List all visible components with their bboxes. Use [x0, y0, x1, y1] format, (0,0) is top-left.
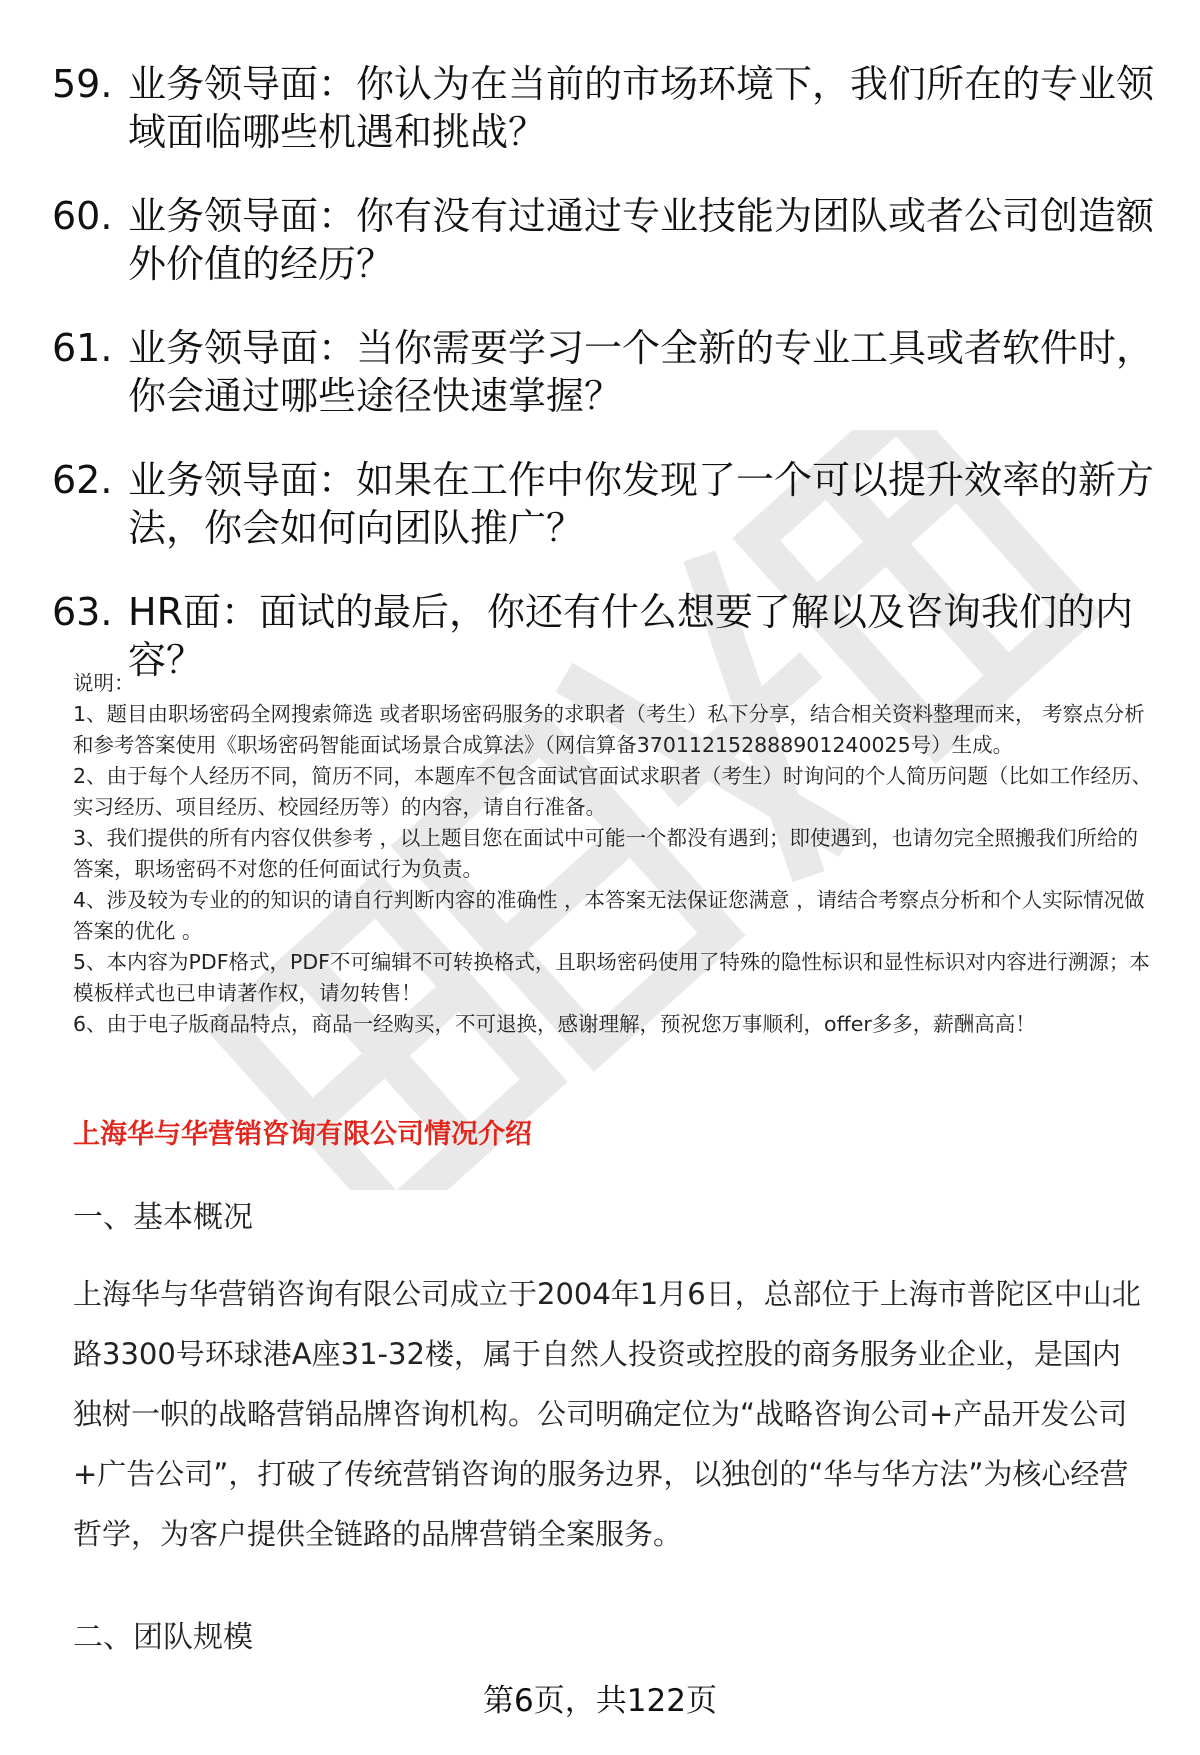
company-intro-title: 上海华与华营销咨询有限公司情况介绍	[73, 1119, 532, 1150]
question-number: 59.	[52, 62, 113, 106]
question-item	[52, 60, 1162, 156]
company-overview-paragraph: 上海华与华营销咨询有限公司成立于2004年1月6日，总部位于上海市普陀区中山北路3300号环球港A座31-32楼，属于自然人投资或控股的商务服务业企业，是国内独树一帜的战略营销品牌咨询机构。公司明确定位为“战略咨询公司+产品开发公司+广告公司”，打破了传统营销咨询的服务边界，以独创的“华与华方法”为核心经营哲学，为客户提供全链路的品牌营销全案服务。	[73, 1277, 1141, 1551]
note-item: 1、题目由职场密码全网搜索筛选 或者职场密码服务的求职者（考生）私下分享，结合相关资料整理而来， 考察点分析和参考答案使用《职场密码智能面试场景合成算法》（网信算备370112152888901240025号）生成。	[73, 702, 1145, 757]
note-item: 3、我们提供的所有内容仅供参考 ，以上题目您在面试中可能一个都没有遇到；即使遇到，也请勿完全照搬我们所给的答案，职场密码不对您的任何面试行为负责。	[73, 826, 1139, 881]
note-item: 6、由于电子版商品特点，商品一经购买，不可退换，感谢理解，预祝您万事顺利，offer多多，薪酬高高！	[73, 1012, 1036, 1036]
question-number: 60.	[52, 194, 113, 238]
question-text: 业务领导面：如果在工作中你发现了一个可以提升效率的新方法，你会如何向团队推广？	[128, 458, 1155, 550]
question-item	[52, 192, 1162, 288]
question-number: 62.	[52, 458, 113, 502]
section-heading-team: 二、团队规模	[73, 1620, 253, 1655]
disclaimer-notes	[73, 668, 1158, 1040]
question-number: 63.	[52, 590, 113, 634]
page-footer: 第6页，共122页	[483, 1683, 717, 1719]
notes-heading: 说明：	[73, 671, 135, 695]
note-item: 5、本内容为PDF格式，PDF不可编辑不可转换格式，且职场密码使用了特殊的隐性标识和显性标识对内容进行溯源；本模板样式也已申请著作权，请勿转售！	[73, 950, 1150, 1005]
section-heading-overview: 一、基本概况	[73, 1200, 253, 1235]
note-item: 4、涉及较为专业的的知识的请自行判断内容的准确性 ，本答案无法保证您满意 ，请结合考察点分析和个人实际情况做答案的优化 。	[73, 888, 1145, 943]
note-item: 2、由于每个人经历不同，简历不同，本题库不包含面试官面试求职者（考生）时询问的个人简历问题（比如工作经历、实习经历、项目经历、校园经历等）的内容，请自行准备。	[73, 764, 1153, 819]
question-text: 业务领导面：你认为在当前的市场环境下，我们所在的专业领域面临哪些机遇和挑战？	[128, 62, 1155, 154]
question-item	[52, 324, 1162, 420]
question-item	[52, 456, 1162, 552]
question-text: HR面：面试的最后，你还有什么想要了解以及咨询我们的内容？	[128, 590, 1133, 682]
question-text: 业务领导面：当你需要学习一个全新的专业工具或者软件时，你会通过哪些途径快速掌握？	[128, 326, 1155, 418]
question-text: 业务领导面：你有没有过通过专业技能为团队或者公司创造额外价值的经历？	[128, 194, 1155, 286]
question-number: 61.	[52, 326, 113, 370]
